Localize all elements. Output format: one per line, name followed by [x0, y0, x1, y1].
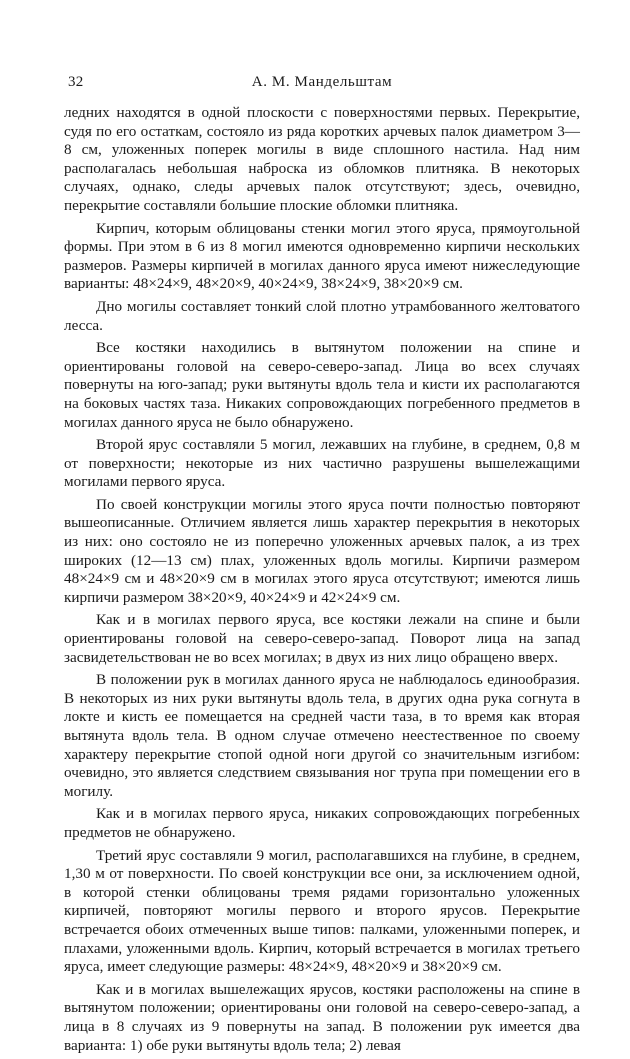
paragraph: В положении рук в могилах данного яруса не наблюдалось единообразия. В некоторых из них руки вытянуты вдоль тела, в других одна рука согнута в локте и кисть ее помещается на средней части таза, в то время как вторая вытянута вдоль тела. В одном случае отмечено неестественное по своему характеру перекрытие стопой одной ноги другой со значительным изгибом: очевидно, это является следствием связывания ног трупа при помещении его в могилу.: [64, 671, 580, 800]
paragraph: Как и в могилах первого яруса, все костяки лежали на спине и были ориентированы головой на северо-северо-запад. Поворот лица на запад засвидетельствован не во всех могилах; в двух из них лицо обращено вверх.: [64, 611, 580, 666]
page-number: 32: [68, 74, 84, 90]
paragraph: Дно могилы составляет тонкий слой плотно утрамбованного желтоватого лесса.: [64, 297, 580, 334]
paragraph: По своей конструкции могилы этого яруса почти полностью повторяют вышеописанные. Отличием является лишь характер перекрытия в некоторых из них: оно состояло не из поперечно уложенных арчевых палок, а из трех широких (12—13 см) плах, уложенных вдоль могилы. Кирпичи размером 48×24×9 см и 48×20×9 см в могилах этого яруса отсутствуют; имеются лишь кирпичи размером 38×20×9, 40×24×9 и 42×24×9 см.: [64, 495, 580, 606]
paragraph: Как и в могилах вышележащих ярусов, костяки расположены на спине в вытянутом положении; ориентированы они головой на северо-северо-запад, а лица в 8 случаях из 9 повернуты на запад. В положении рук имеется два варианта: 1) обе руки вытянуты вдоль тела; 2) левая: [64, 980, 580, 1054]
paragraph: Как и в могилах первого яруса, никаких сопровождающих погребенных предметов не обнаружено.: [64, 805, 580, 841]
paragraph: ледних находятся в одной плоскости с поверхностями первых. Перекрытие, судя по его остаткам, состояло из ряда коротких арчевых палок диаметром 3—8 см, уложенных поперек могилы в виде сплошного настила. Над ним располагалась небольшая наброска из обломков плитняка. В некоторых случаях, однако, следы арчевых палок отсутствуют; здесь, очевидно, перекрытие составляли большие плоские обломки плитняка.: [64, 104, 580, 214]
paragraph: Кирпич, которым облицованы стенки могил этого яруса, прямоугольной формы. При этом в 6 из 8 могил имеются одновременно кирпичи нескольких размеров. Размеры кирпичей в могилах данного яруса имеют нижеследующие варианты: 48×24×9, 48×20×9, 40×24×9, 38×24×9, 38×20×9 см.: [64, 219, 580, 293]
paragraph: Третий ярус составляли 9 могил, располагавшихся на глубине, в среднем, 1,30 м от поверхности. По своей конструкции все они, за исключением одной, в которой стенки облицованы тремя рядами горизонтально уложенных кирпичей, повторяют могилы первого и второго ярусов. Перекрытие встречается обоих отмеченных выше типов: палками, уложенными поперек, и плахами, уложенными вдоль. Кирпич, который встречается в могилах третьего яруса, имеет следующие размеры: 48×24×9, 48×20×9 и 38×20×9 см.: [64, 846, 580, 976]
paragraph: Все костяки находились в вытянутом положении на спине и ориентированы головой на северо-северо-запад. Лица во всех случаях повернуты на юго-запад; руки вытянуты вдоль тела и кисти их располагаются на боковых частях таза. Никаких сопровождающих погребенного предметов в могилах данного яруса не было обнаружено.: [64, 339, 580, 431]
page-body: [64, 104, 580, 1059]
running-title: А. М. Мандельштам: [251, 74, 393, 90]
paragraph: Второй ярус составляли 5 могил, лежавших на глубине, в среднем, 0,8 м от поверхности; некоторые из них частично разрушены вышележащими могилами первого яруса.: [64, 436, 580, 491]
page-header: [68, 74, 576, 94]
